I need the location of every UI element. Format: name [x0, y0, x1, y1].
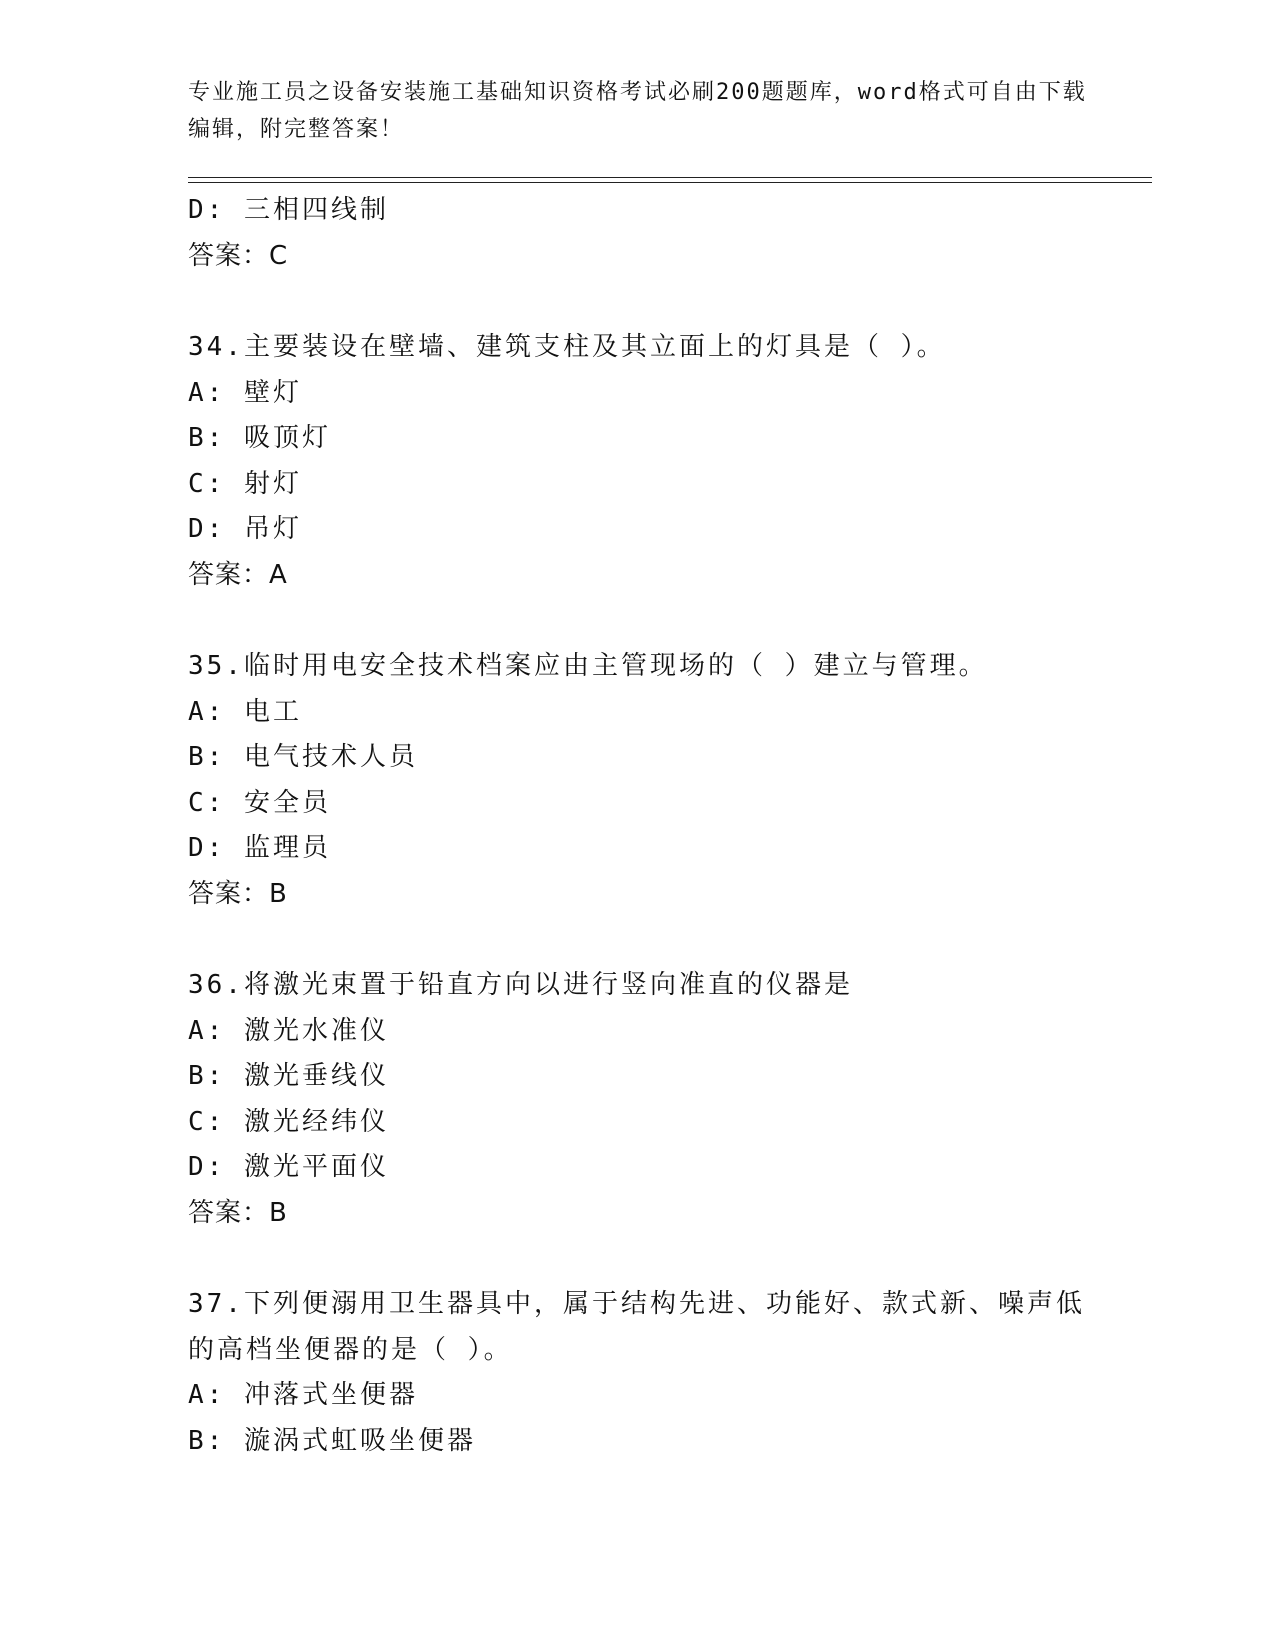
answer-line: 答案：C	[188, 240, 289, 271]
question-list	[188, 188, 1148, 1464]
option-b: B: 漩涡式虹吸坐便器	[188, 1425, 476, 1456]
option-d: D: 激光平面仪	[188, 1152, 389, 1182]
question-stem: 34.主要装设在壁墙、建筑支柱及其立面上的灯具是（ ）。	[188, 332, 946, 362]
option-c: C: 激光经纬仪	[188, 1106, 389, 1137]
option-b: B: 电气技术人员	[188, 742, 418, 772]
answer-line: 答案：B	[188, 1197, 288, 1228]
spacer	[188, 1236, 1148, 1282]
question-stem-line-2: 的高档坐便器的是（ ）。	[188, 1334, 513, 1365]
option-b: B: 激光垂线仪	[188, 1061, 389, 1091]
answer-line: 答案：B	[188, 878, 288, 909]
spacer	[188, 279, 1148, 325]
option-a: A: 冲落式坐便器	[188, 1380, 418, 1410]
question-stem: 36.将激光束置于铅直方向以进行竖向准直的仪器是	[188, 970, 853, 1000]
option-c: C: 安全员	[188, 787, 331, 818]
header-divider-bottom	[188, 182, 1152, 183]
option-a: A: 壁灯	[188, 377, 302, 408]
option-a: A: 电工	[188, 696, 302, 727]
option-d: D: 监理员	[188, 833, 331, 863]
document-header: 专业施工员之设备安装施工基础知识资格考试必刷200题题库，word格式可自由下载编辑，附完整答案！	[188, 80, 1087, 142]
option-d: D: 三相四线制	[188, 195, 389, 225]
answer-line: 答案：A	[188, 559, 288, 590]
option-b: B: 吸顶灯	[188, 423, 331, 453]
question-stem-line-1: 37.下列便溺用卫生器具中，属于结构先进、功能好、款式新、噪声低	[188, 1289, 1085, 1319]
option-a: A: 激光水准仪	[188, 1015, 389, 1046]
header-divider-top	[188, 177, 1152, 178]
question-stem: 35.临时用电安全技术档案应由主管现场的（ ）建立与管理。	[188, 651, 988, 681]
spacer	[188, 598, 1148, 644]
option-c: C: 射灯	[188, 468, 302, 499]
option-d: D: 吊灯	[188, 514, 302, 544]
spacer	[188, 917, 1148, 963]
